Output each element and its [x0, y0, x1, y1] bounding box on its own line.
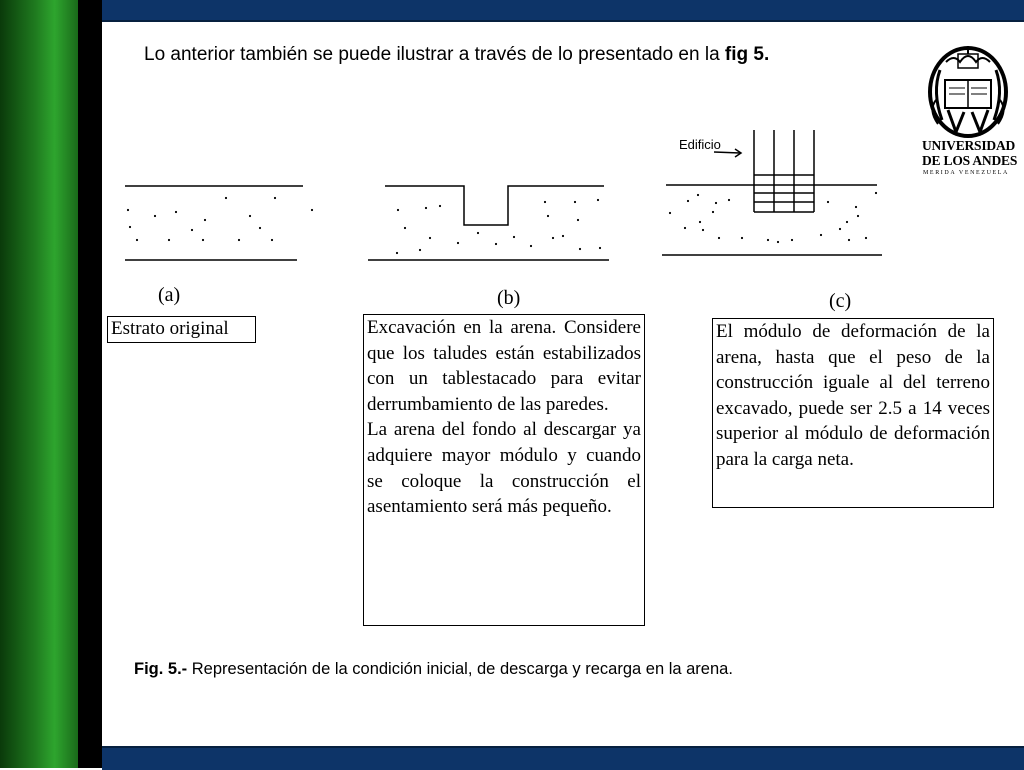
sand-dot — [271, 239, 273, 241]
sand-dot — [599, 247, 601, 249]
sand-dot — [425, 207, 427, 209]
sand-dots — [127, 192, 877, 254]
sand-dot — [238, 239, 240, 241]
intro-bold: fig 5. — [724, 44, 770, 65]
sand-dot — [274, 197, 276, 199]
sand-dot — [741, 237, 743, 239]
sand-dot — [857, 215, 859, 217]
panel-b-text-1: Excavación en la arena. Considere que los taludes están estabilizados con un tablestacado para evitar derrumbamiento de las paredes. — [367, 317, 641, 415]
sand-dot — [875, 192, 877, 194]
sand-dot — [791, 239, 793, 241]
sand-dot — [579, 248, 581, 250]
sand-dot — [419, 249, 421, 251]
sand-dot — [530, 245, 532, 247]
caption-bold: Fig. 5.- — [134, 660, 188, 678]
sand-dot — [552, 237, 554, 239]
sand-dot — [396, 252, 398, 254]
sand-dot — [827, 201, 829, 203]
sand-dot — [129, 226, 131, 228]
sand-dot — [225, 197, 227, 199]
edificio-label: Edificio — [679, 137, 721, 152]
sand-dot — [259, 227, 261, 229]
sand-dot — [397, 209, 399, 211]
sand-dot — [687, 200, 689, 202]
sand-dot — [574, 201, 576, 203]
sand-dot — [127, 209, 129, 211]
panel-a-textbox — [107, 316, 256, 343]
intro-plain: Lo anterior también se puede ilustrar a través de lo presentado en la — [144, 44, 725, 65]
sand-dot — [669, 212, 671, 214]
panel-a-ground — [125, 186, 303, 260]
sand-dot — [202, 239, 204, 241]
figure-caption — [134, 660, 733, 679]
sand-dot — [855, 206, 857, 208]
logo-line2: DE LOS ANDES — [922, 153, 1018, 168]
sand-dot — [848, 239, 850, 241]
sand-dot — [865, 237, 867, 239]
panel-c-text: El módulo de deformación de la arena, hasta que el peso de la construcción iguale al del terreno excavado, puede ser 2.5 a 14 veces superior al módulo de deformación para la carga neta. — [716, 321, 990, 470]
sand-dot — [728, 199, 730, 201]
sand-dot — [439, 205, 441, 207]
caption-text: Representación de la condición inicial, de descarga y recarga en la arena. — [187, 660, 733, 678]
sand-dot — [846, 221, 848, 223]
panel-a-tag: (a) — [158, 284, 181, 306]
sand-dot — [577, 219, 579, 221]
sand-dot — [684, 227, 686, 229]
logo-line1: UNIVERSIDAD — [922, 138, 1016, 153]
sand-dot — [562, 235, 564, 237]
sand-dot — [839, 228, 841, 230]
logo-subtitle: MERIDA VENEZUELA — [923, 170, 1009, 176]
panel-c-tag: (c) — [829, 290, 852, 312]
sand-dot — [136, 239, 138, 241]
sand-dot — [311, 209, 313, 211]
panel-b-excavation — [368, 186, 609, 260]
sand-dot — [457, 242, 459, 244]
sand-dot — [168, 239, 170, 241]
sand-dot — [204, 219, 206, 221]
sand-dot — [404, 227, 406, 229]
sand-dot — [712, 211, 714, 213]
panel-b-textbox — [363, 314, 645, 626]
sand-dot — [513, 236, 515, 238]
sand-dot — [718, 237, 720, 239]
panel-a-text: Estrato original — [111, 318, 229, 339]
sand-dot — [154, 215, 156, 217]
sand-dot — [547, 215, 549, 217]
sand-dot — [495, 243, 497, 245]
sand-dot — [715, 202, 717, 204]
sand-dot — [702, 229, 704, 231]
sand-dot — [429, 237, 431, 239]
sand-dot — [191, 229, 193, 231]
panel-b-text-2: La arena del fondo al descargar ya adquiere mayor módulo y cuando se coloque la construcción el asentamiento será más pequeño. — [367, 419, 641, 518]
sand-dot — [777, 241, 779, 243]
panel-b-tag: (b) — [497, 287, 521, 309]
panel-c-textbox — [712, 318, 994, 508]
sand-dot — [249, 215, 251, 217]
sand-dot — [820, 234, 822, 236]
sand-dot — [767, 239, 769, 241]
sand-dot — [697, 194, 699, 196]
sand-dot — [477, 232, 479, 234]
sand-dot — [544, 201, 546, 203]
sand-dot — [597, 199, 599, 201]
sand-dot — [699, 221, 701, 223]
sand-dot — [175, 211, 177, 213]
